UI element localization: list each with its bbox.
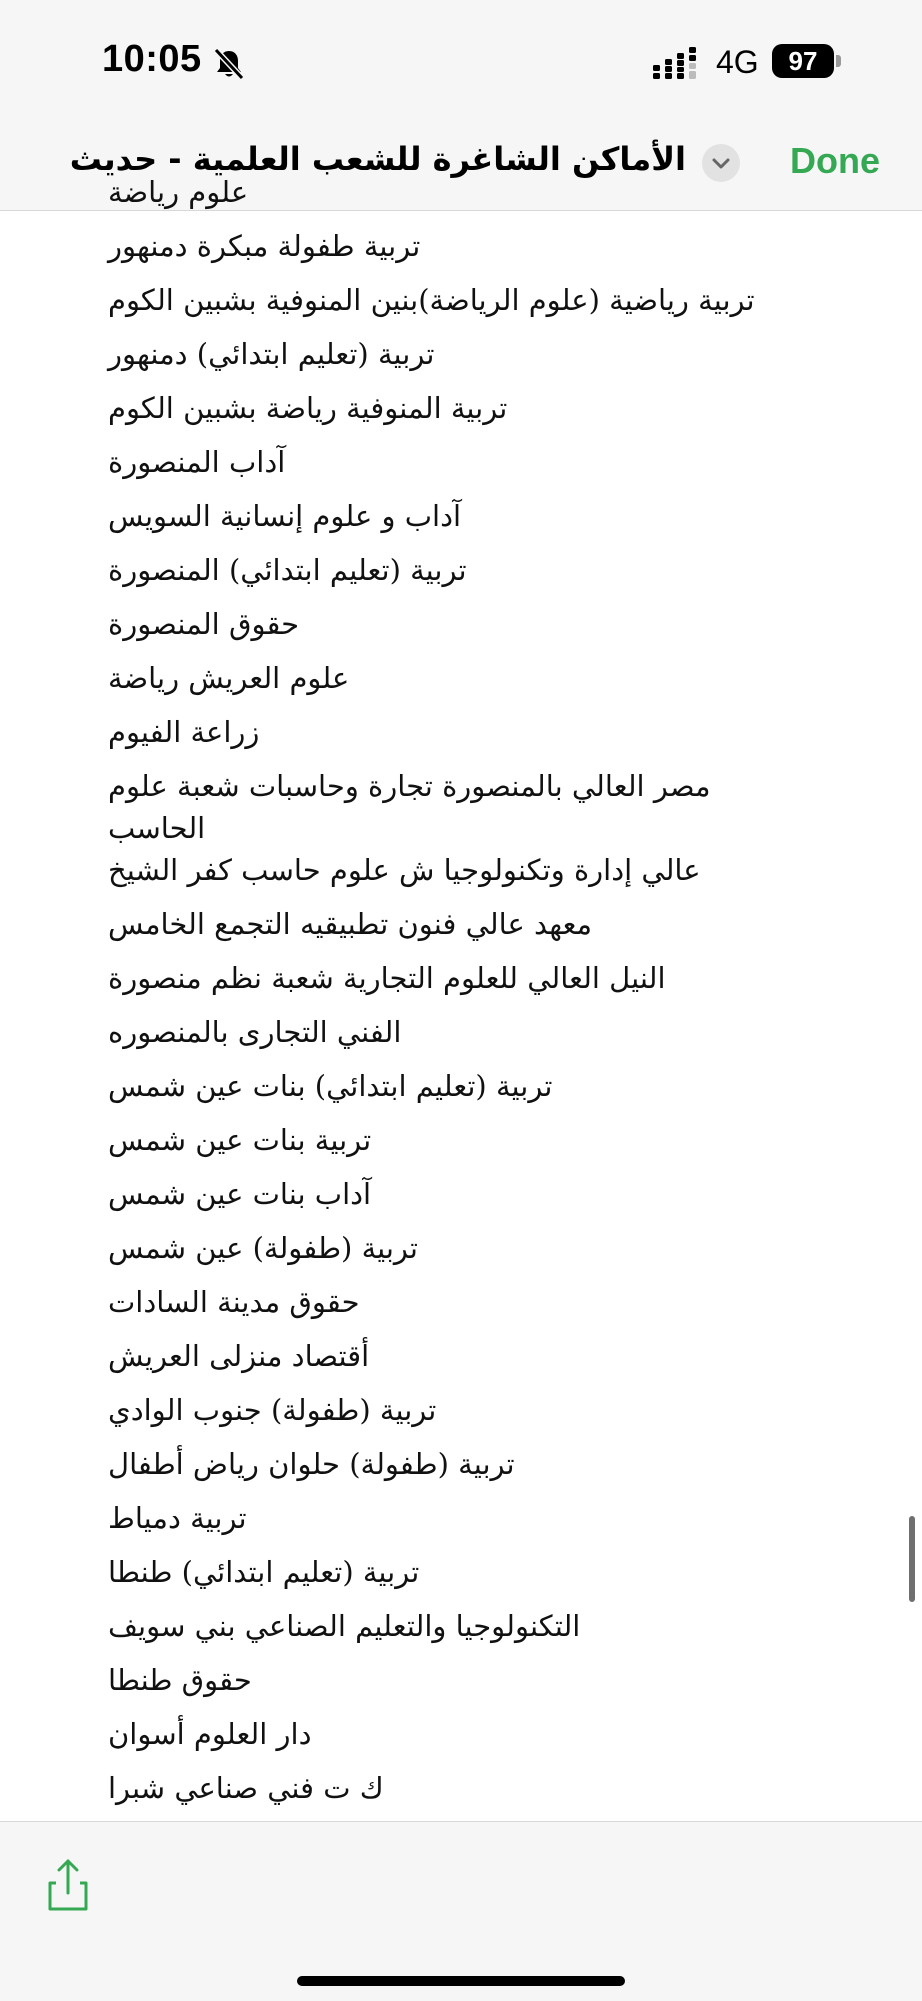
list-item: علوم العريش رياضة: [108, 661, 350, 695]
list-item: تربية (تعليم ابتدائي) دمنهور: [108, 337, 435, 371]
list-item: علوم رياضة: [108, 175, 249, 209]
home-indicator[interactable]: [297, 1976, 625, 1986]
list-item: تربية دمياط: [108, 1501, 247, 1535]
list-item: التكنولوجيا والتعليم الصناعي بني سويف: [108, 1609, 581, 1643]
network-type-label: 4G: [716, 44, 759, 80]
share-icon[interactable]: [46, 1857, 90, 1913]
list-item: عالي إدارة وتكنولوجيا ش علوم حاسب كفر الشيخ: [108, 853, 701, 887]
list-item: آداب المنصورة: [108, 445, 286, 479]
list-item: حقوق مدينة السادات: [108, 1285, 360, 1319]
scroll-indicator[interactable]: [909, 1516, 915, 1602]
list-item: زراعة الفيوم: [108, 715, 260, 749]
list-item: دار العلوم أسوان: [108, 1717, 312, 1751]
list-item: تربية (طفولة) جنوب الوادي: [108, 1393, 437, 1427]
faculty-list: [108, 171, 788, 1821]
list-item: ك ت فني صناعي شبرا: [108, 1771, 384, 1805]
list-item: النيل العالي للعلوم التجارية شعبة نظم منصورة: [108, 961, 666, 995]
battery-tip: [836, 55, 841, 67]
list-item: معهد عالي فنون تطبيقيه التجمع الخامس: [108, 907, 593, 941]
list-item: أقتصاد منزلى العريش: [108, 1339, 370, 1373]
list-item: تربية (تعليم ابتدائي) طنطا: [108, 1555, 420, 1589]
document-content[interactable]: [0, 175, 922, 1821]
list-item: تربية (طفولة) حلوان رياض أطفال: [108, 1447, 515, 1481]
list-item: تربية رياضية (علوم الرياضة)بنين المنوفية بشبين الكوم: [108, 283, 755, 317]
list-item: آداب بنات عين شمس: [108, 1177, 372, 1211]
battery-icon: [772, 44, 842, 80]
list-item: الفني التجارى بالمنصوره: [108, 1015, 402, 1049]
done-button[interactable]: Done: [790, 140, 880, 181]
bottom-toolbar: [0, 1821, 922, 2001]
list-item: تربية بنات عين شمس: [108, 1123, 372, 1157]
bell-slash-icon: [212, 47, 246, 81]
list-item: مصر العالي بالمنصورة تجارة وحاسبات شعبة علوم الحاسب: [108, 769, 711, 845]
list-item: تربية المنوفية رياضة بشبين الكوم: [108, 391, 508, 425]
list-item: تربية (تعليم ابتدائي) المنصورة: [108, 553, 467, 587]
list-item: تربية (طفولة) عين شمس: [108, 1231, 419, 1265]
cellular-signal-icon: [652, 47, 702, 79]
document-title[interactable]: الأماكن الشاغرة للشعب العلمية - حديث: [69, 140, 686, 178]
list-item: حقوق المنصورة: [108, 607, 300, 641]
battery-level: 97: [772, 44, 834, 78]
status-time: 10:05: [102, 38, 202, 80]
list-item: تربية (تعليم ابتدائي) بنات عين شمس: [108, 1069, 553, 1103]
list-item: حقوق طنطا: [108, 1663, 252, 1697]
status-bar: [0, 0, 922, 120]
list-item: تربية طفولة مبكرة دمنهور: [108, 229, 421, 263]
list-item: آداب و علوم إنسانية السويس: [108, 499, 462, 533]
